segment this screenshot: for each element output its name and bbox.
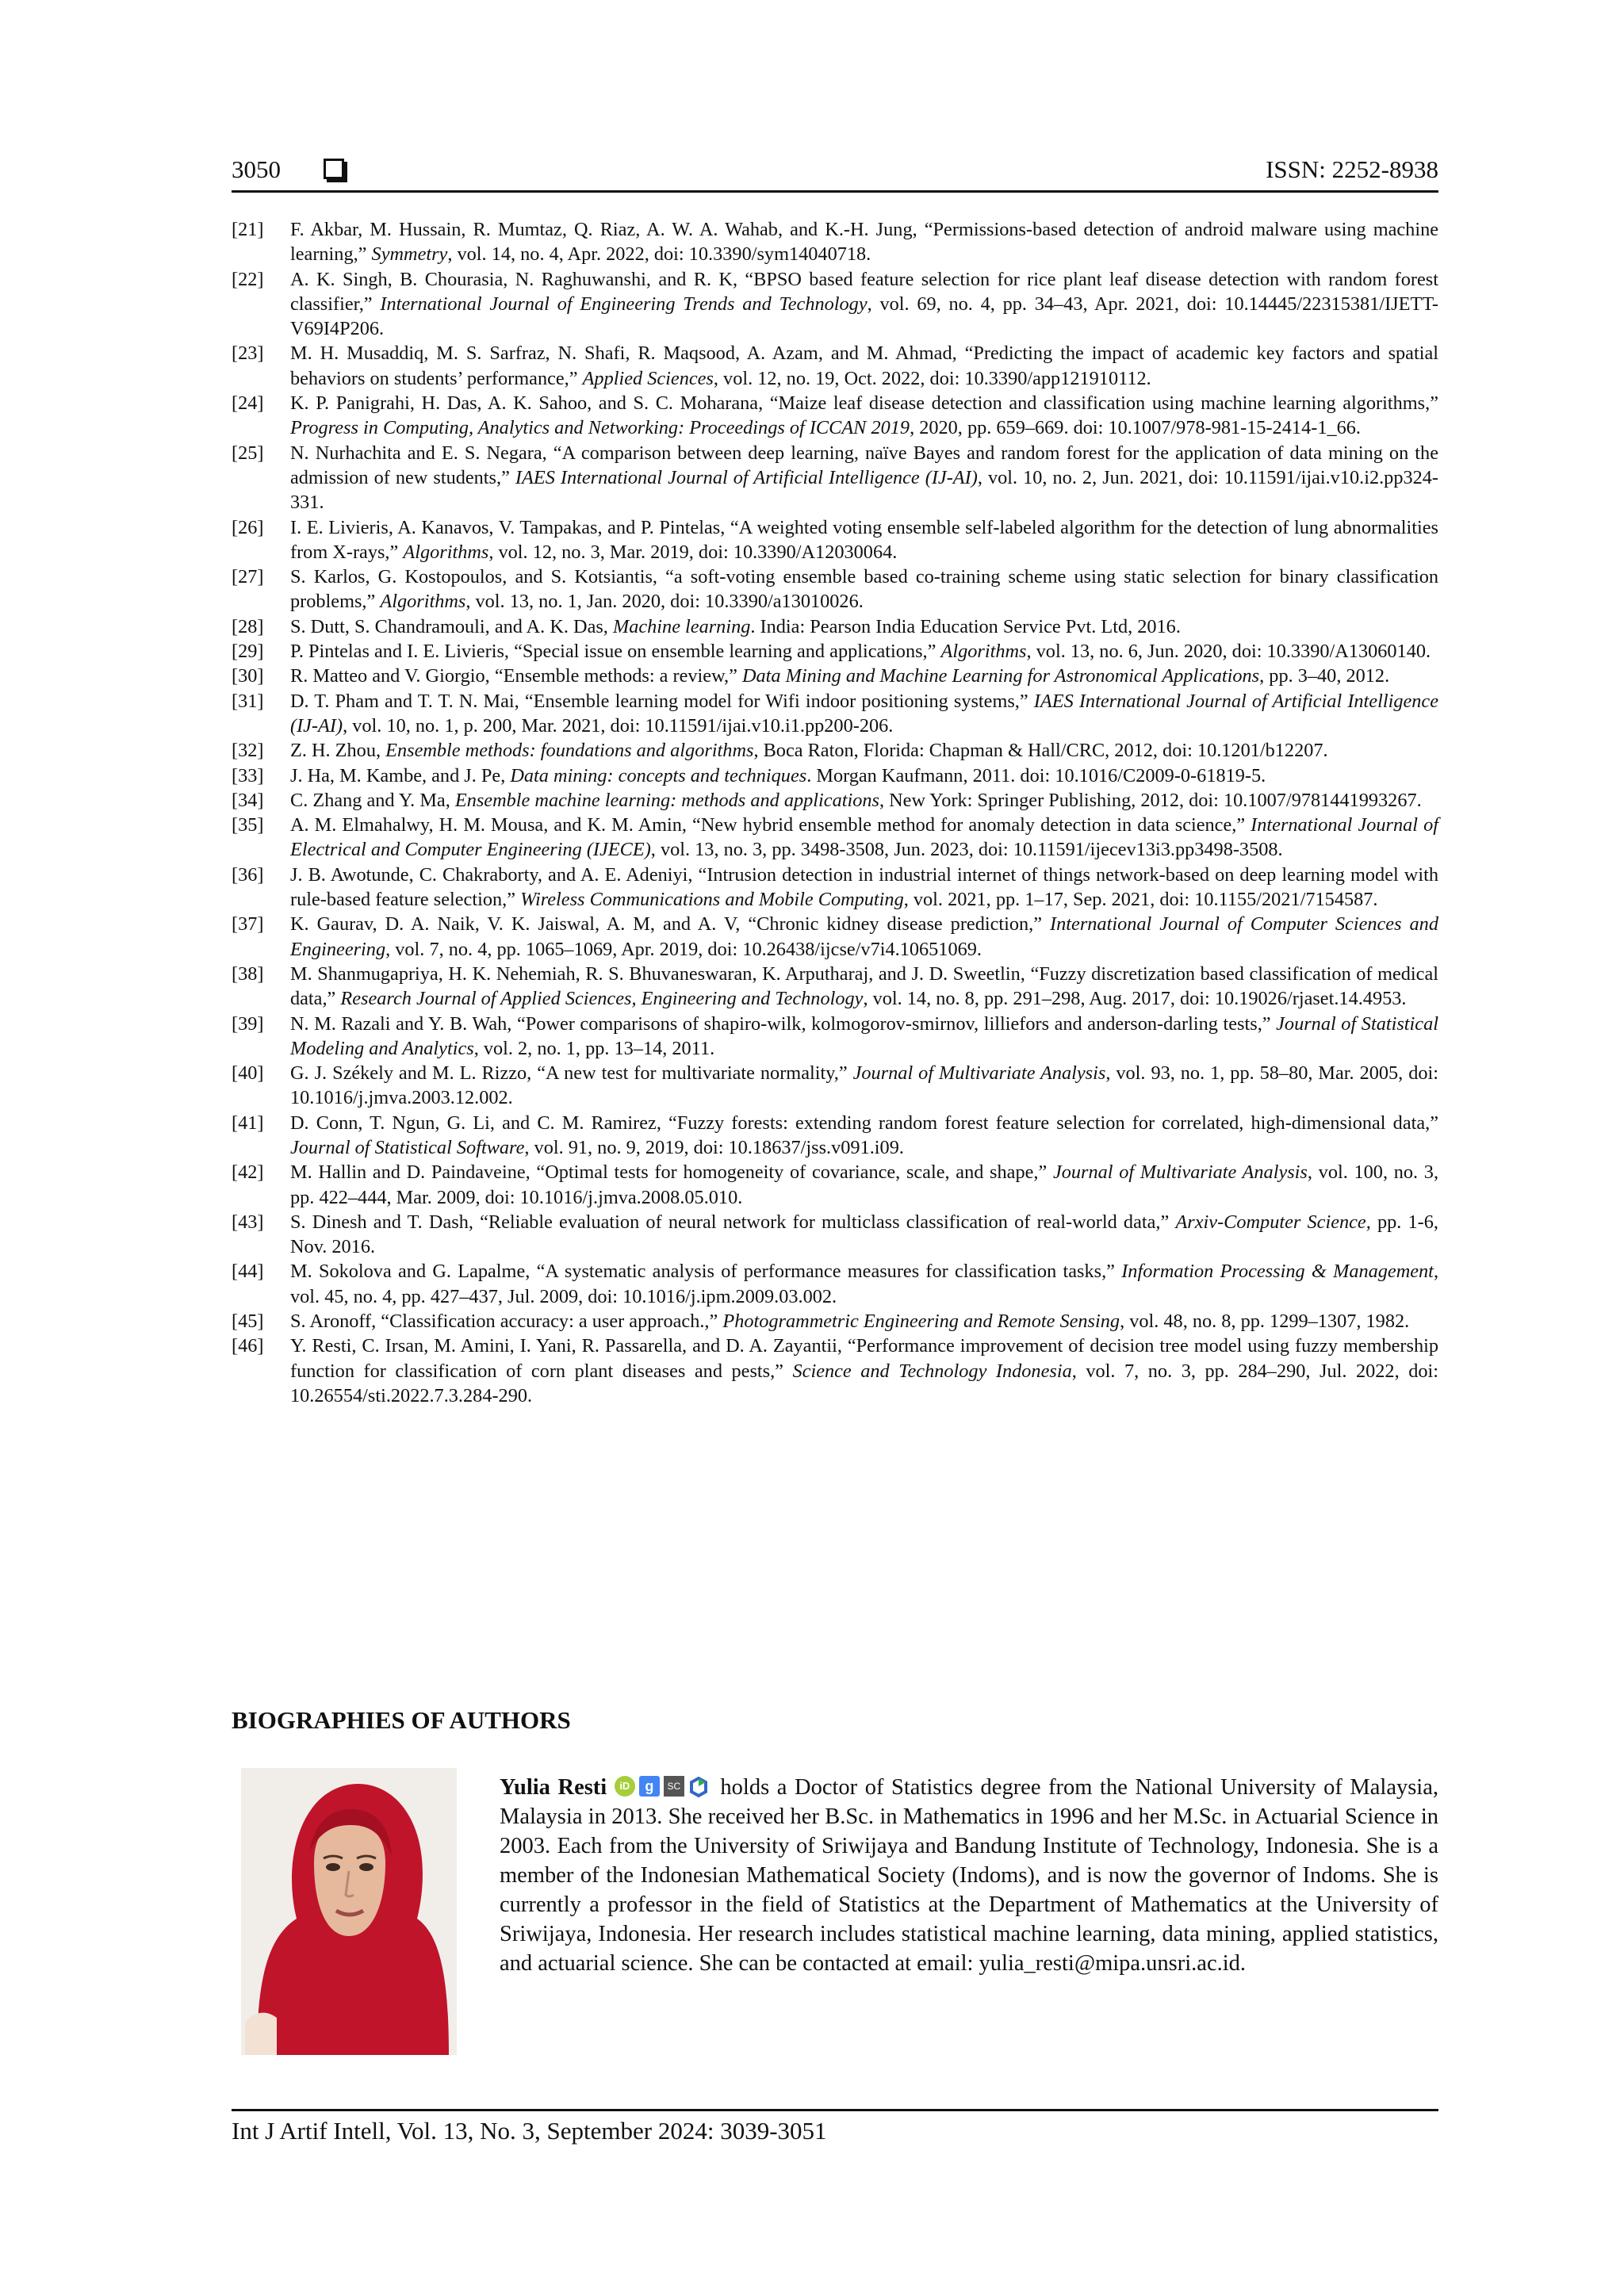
reference-item — [232, 664, 1438, 688]
reference-venue: Applied Sciences — [582, 367, 714, 389]
reference-segment: , vol. 10, no. 1, p. 200, Mar. 2021, doi: 10.11591/ijai.v10.i1.pp200-206. — [343, 714, 894, 737]
reference-segment: I. E. Livieris, A. Kanavos, V. Tampakas, and P. Pintelas, “A weighted voting ensemble self-labeled algorithm for the detection of lung abnormalities from X-rays,” — [290, 516, 1438, 563]
reference-item — [232, 788, 1438, 813]
journal-footer: Int J Artif Intell, Vol. 13, No. 3, September 2024: 3039-3051 — [232, 2117, 827, 2145]
reference-venue: Journal of Statistical Modeling and Analytics — [290, 1012, 1438, 1059]
reference-number: [28] — [232, 615, 264, 637]
reference-venue: Algorithms — [403, 541, 489, 563]
reference-number: [43] — [232, 1211, 264, 1233]
reference-number: [26] — [232, 516, 264, 538]
reference-venue: Journal of Multivariate Analysis — [1052, 1161, 1308, 1184]
reference-item — [232, 441, 1438, 515]
reference-segment: S. Dinesh and T. Dash, “Reliable evaluation of neural network for multiclass classification of real-world data,” — [290, 1211, 1176, 1233]
reference-text — [290, 1160, 1438, 1210]
reference-text — [290, 441, 1438, 515]
reference-number: [31] — [232, 690, 264, 712]
reference-segment: . India: Pearson India Education Service Pvt. Ltd, 2016. — [750, 615, 1181, 637]
reference-text — [290, 664, 1438, 688]
reference-segment: N. M. Razali and Y. B. Wah, “Power comparisons of shapiro-wilk, kolmogorov-smirnov, lilliefors and anderson-darling tests,” — [290, 1012, 1277, 1035]
reference-text — [290, 863, 1438, 913]
reference-item — [232, 267, 1438, 342]
square-bullet-icon — [324, 159, 344, 179]
reference-segment: M. H. Musaddiq, M. S. Sarfraz, N. Shafi, R. Maqsood, A. Azam, and M. Ahmad, “Predicting the impact of academic key factors and spatial behaviors on students’ performance,” — [290, 342, 1438, 389]
reference-segment: , pp. 3–40, 2012. — [1259, 665, 1390, 687]
reference-text — [290, 1334, 1438, 1408]
reference-text — [290, 515, 1438, 565]
reference-item — [232, 1012, 1438, 1062]
reference-number: [34] — [232, 789, 264, 811]
reference-venue: Symmetry — [371, 243, 448, 266]
reference-segment: , vol. 14, no. 8, pp. 291–298, Aug. 2017, doi: 10.19026/rjaset.14.4953. — [863, 988, 1407, 1010]
reference-segment: , vol. 10, no. 2, Jun. 2021, doi: 10.11591/ijai.v10.i2.pp324-331. — [290, 466, 1439, 514]
reference-venue: Photogrammetric Engineering and Remote Sensing — [722, 1311, 1120, 1333]
reference-segment: S. Dutt, S. Chandramouli, and A. K. Das, — [290, 615, 613, 637]
reference-segment: A. K. Singh, B. Chourasia, N. Raghuwanshi, and R. K, “BPSO based feature selection for rice plant leaf disease detection with random forest classifier,” — [290, 268, 1438, 315]
publons-icon[interactable] — [688, 1776, 709, 1797]
reference-number: [41] — [232, 1112, 264, 1134]
reference-segment: M. Shanmugapriya, H. K. Nehemiah, R. S. Bhuvaneswaran, K. Arputharaj, and J. D. Sweetlin, “Fuzzy discretization based classification of medical data,” — [290, 962, 1438, 1010]
reference-number: [29] — [232, 641, 264, 663]
reference-segment: S. Aronoff, “Classification accuracy: a user approach.,” — [290, 1311, 723, 1333]
reference-segment: , 2020, pp. 659–669. doi: 10.1007/978-981-15-2414-1_66. — [910, 417, 1361, 439]
reference-venue: International Journal of Electrical and Computer Engineering (IJECE) — [290, 814, 1439, 861]
reference-venue: Journal of Statistical Software — [290, 1136, 525, 1158]
reference-item — [232, 1210, 1438, 1260]
reference-number: [40] — [232, 1062, 264, 1085]
reference-item — [232, 1334, 1438, 1408]
reference-number: [35] — [232, 814, 264, 836]
reference-item — [232, 763, 1438, 788]
scopus-icon[interactable]: SC — [664, 1776, 684, 1797]
reference-segment: , vol. 2, no. 1, pp. 13–14, 2011. — [473, 1037, 715, 1059]
reference-venue: Ensemble machine learning: methods and applications — [454, 789, 879, 811]
reference-venue: Progress in Computing, Analytics and Networking: Proceedings of ICCAN 2019 — [290, 417, 910, 439]
reference-text — [290, 1012, 1438, 1062]
reference-segment: S. Karlos, G. Kostopoulos, and S. Kotsiantis, “a soft-voting ensemble based co-training scheme using static selection for binary classification problems,” — [290, 566, 1438, 613]
reference-item — [232, 689, 1438, 739]
google-scholar-icon[interactable]: g — [639, 1776, 660, 1797]
reference-item — [232, 912, 1438, 962]
issn-label: ISSN: 2252-8938 — [1266, 155, 1438, 183]
reference-segment: Y. Resti, C. Irsan, M. Amini, I. Yani, R. Passarella, and D. A. Zayantii, “Performance improvement of decision tree model using fuzzy membership function for classification of corn plant diseases and pests,” — [290, 1335, 1438, 1382]
reference-venue: Ensemble methods: foundations and algorithms — [385, 740, 754, 762]
reference-text — [290, 738, 1438, 763]
reference-segment: P. Pintelas and I. E. Livieris, “Special issue on ensemble learning and applications,” — [290, 641, 941, 663]
reference-number: [44] — [232, 1261, 264, 1283]
reference-segment: , vol. 100, no. 3, pp. 422–444, Mar. 2009, doi: 10.1016/j.jmva.2008.05.010. — [290, 1161, 1439, 1208]
reference-venue: Algorithms — [380, 591, 466, 613]
reference-item — [232, 863, 1438, 913]
reference-text — [290, 962, 1438, 1012]
reference-text — [290, 689, 1438, 739]
reference-segment: , vol. 13, no. 3, pp. 3498-3508, Jun. 2023, doi: 10.11591/ijecev13i3.pp3498-3508. — [650, 839, 1283, 861]
reference-venue: Science and Technology Indonesia — [792, 1360, 1072, 1382]
reference-segment: K. P. Panigrahi, H. Das, A. K. Sahoo, and S. C. Moharana, “Maize leaf disease detection and classification using machine learning algorithms,” — [290, 392, 1438, 415]
reference-item — [232, 515, 1438, 565]
reference-text — [290, 788, 1438, 813]
reference-item — [232, 1309, 1438, 1334]
reference-text — [290, 614, 1438, 639]
reference-text — [290, 267, 1438, 342]
reference-segment: K. Gaurav, D. A. Naik, V. K. Jaiswal, A. M, and A. V, “Chronic kidney disease prediction,” — [290, 913, 1051, 936]
reference-number: [22] — [232, 268, 264, 290]
reference-text — [290, 1111, 1438, 1161]
author-photo — [241, 1768, 457, 2055]
reference-segment: , vol. 69, no. 4, pp. 34–43, Apr. 2021, doi: 10.14445/22315381/IJETT-V69I4P206. — [290, 293, 1439, 340]
reference-text — [290, 763, 1438, 788]
reference-segment: , vol. 12, no. 3, Mar. 2019, doi: 10.3390/A12030064. — [488, 541, 898, 563]
reference-number: [39] — [232, 1012, 264, 1035]
reference-segment: , New York: Springer Publishing, 2012, doi: 10.1007/9781441993267. — [879, 789, 1422, 811]
reference-item — [232, 639, 1438, 664]
reference-item — [232, 1259, 1438, 1309]
author-biography — [500, 1773, 1438, 1978]
reference-segment: D. T. Pham and T. T. N. Mai, “Ensemble learning model for Wifi indoor positioning systems,” — [290, 690, 1034, 712]
reference-item — [232, 813, 1438, 863]
reference-text — [290, 912, 1438, 962]
reference-segment: , vol. 13, no. 1, Jan. 2020, doi: 10.3390/a13010026. — [465, 591, 864, 613]
reference-segment: C. Zhang and Y. Ma, — [290, 789, 455, 811]
reference-segment: , vol. 14, no. 4, Apr. 2022, doi: 10.3390/sym14040718. — [447, 243, 871, 266]
reference-segment: J. Ha, M. Kambe, and J. Pe, — [290, 764, 511, 786]
reference-item — [232, 1061, 1438, 1111]
reference-segment: F. Akbar, M. Hussain, R. Mumtaz, Q. Riaz, A. W. A. Wahab, and K.-H. Jung, “Permissions-based detection of android malware using machine learning,” — [290, 219, 1438, 266]
reference-text — [290, 217, 1438, 267]
reference-number: [33] — [232, 764, 264, 786]
reference-segment: M. Hallin and D. Paindaveine, “Optimal tests for homogeneity of covariance, scale, and shape,” — [290, 1161, 1053, 1184]
reference-venue: Algorithms — [940, 641, 1027, 663]
reference-text — [290, 1259, 1438, 1309]
reference-text — [290, 564, 1438, 614]
reference-segment: N. Nurhachita and E. S. Negara, “A comparison between deep learning, naïve Bayes and random forest for the application of data mining on the admission of new students,” — [290, 442, 1438, 488]
reference-number: [24] — [232, 392, 264, 415]
reference-segment: . Morgan Kaufmann, 2011. doi: 10.1016/C2009-0-61819-5. — [806, 764, 1266, 786]
reference-venue: Machine learning — [612, 615, 751, 637]
reference-segment: , vol. 48, no. 8, pp. 1299–1307, 1982. — [1120, 1311, 1410, 1333]
reference-text — [290, 1309, 1438, 1334]
reference-number: [38] — [232, 962, 264, 985]
header-rule — [232, 190, 1438, 193]
reference-item — [232, 1160, 1438, 1210]
reference-item — [232, 614, 1438, 639]
reference-number: [32] — [232, 740, 264, 762]
reference-venue: Research Journal of Applied Sciences, Engineering and Technology — [340, 988, 864, 1010]
reference-list — [232, 217, 1438, 1408]
reference-venue: Data Mining and Machine Learning for Astronomical Applications — [741, 665, 1260, 687]
reference-text — [290, 639, 1438, 664]
reference-item — [232, 391, 1438, 441]
reference-item — [232, 962, 1438, 1012]
reference-segment: M. Sokolova and G. Lapalme, “A systematic analysis of performance measures for classification tasks,” — [290, 1261, 1122, 1283]
reference-number: [42] — [232, 1161, 264, 1184]
reference-segment: , vol. 13, no. 6, Jun. 2020, doi: 10.3390/A13060140. — [1026, 641, 1431, 663]
reference-number: [46] — [232, 1335, 264, 1357]
reference-venue: Wireless Communications and Mobile Computing — [520, 889, 904, 911]
reference-segment: , vol. 45, no. 4, pp. 427–437, Jul. 2009, doi: 10.1016/j.ipm.2009.03.002. — [290, 1261, 1439, 1307]
reference-segment: , vol. 93, no. 1, pp. 58–80, Mar. 2005, doi: 10.1016/j.jmva.2003.12.002. — [290, 1062, 1438, 1109]
reference-segment: , vol. 7, no. 3, pp. 284–290, Jul. 2022, doi: 10.26554/sti.2022.7.3.284-290. — [290, 1360, 1438, 1406]
reference-text — [290, 1210, 1438, 1260]
reference-item — [232, 564, 1438, 614]
reference-venue: Information Processing & Management — [1121, 1261, 1434, 1283]
reference-venue: IAES International Journal of Artificial Intelligence (IJ-AI) — [515, 466, 978, 488]
biographies-heading: BIOGRAPHIES OF AUTHORS — [232, 1706, 571, 1734]
reference-text — [290, 391, 1438, 441]
reference-venue: Data mining: concepts and techniques — [510, 764, 807, 786]
page-header — [232, 155, 1438, 192]
page-number: 3050 — [232, 155, 281, 183]
reference-number: [36] — [232, 863, 264, 886]
reference-venue: Journal of Multivariate Analysis — [852, 1062, 1106, 1085]
reference-text — [290, 1061, 1438, 1111]
reference-item — [232, 738, 1438, 763]
reference-segment: A. M. Elmahalwy, H. M. Mousa, and K. M. Amin, “New hybrid ensemble method for anomaly detection in data science,” — [290, 814, 1251, 836]
reference-number: [23] — [232, 342, 264, 365]
reference-venue: IAES International Journal of Artificial Intelligence (IJ-AI) — [290, 690, 1438, 737]
reference-item — [232, 1111, 1438, 1161]
reference-segment: , Boca Raton, Florida: Chapman & Hall/CRC, 2012, doi: 10.1201/b12207. — [753, 740, 1328, 762]
reference-venue: International Journal of Computer Sciences and Engineering — [290, 913, 1438, 960]
reference-segment: D. Conn, T. Ngun, G. Li, and C. M. Ramirez, “Fuzzy forests: extending random forest feature selection for correlated, high-dimensional data,” — [290, 1112, 1438, 1134]
orcid-icon[interactable]: iD — [615, 1776, 635, 1797]
reference-number: [37] — [232, 913, 264, 936]
reference-segment: J. B. Awotunde, C. Chakraborty, and A. E. Adeniyi, “Intrusion detection in industrial internet of things network-based on deep learning model with rule-based feature selection,” — [290, 863, 1438, 911]
reference-segment: Z. H. Zhou, — [290, 740, 386, 762]
reference-segment: R. Matteo and V. Giorgio, “Ensemble methods: a review,” — [290, 665, 742, 687]
reference-item — [232, 341, 1438, 391]
reference-number: [21] — [232, 219, 264, 240]
reference-segment: , vol. 12, no. 19, Oct. 2022, doi: 10.3390/app121910112. — [713, 367, 1151, 389]
biography-text: holds a Doctor of Statistics degree from the National University of Malaysia, Malaysia in 2013. She received her B.Sc. in Mathematics in 1996 and her M.Sc. in Actuarial Science in 2003. Each from the University of Sriwijaya and Bandung Institute of Technology, Indonesia. She is a member of the Indonesian Mathematical Society (Indoms), and is now the governor of Indoms. She is currently a professor in the field of Statistics at the Department of Mathematics at the University of Sriwijaya, Indonesia. Her research includes statistical machine learning, data mining, applied statistics, and actuarial science. She can be contacted at email: yulia_resti@mipa.unsri.ac.id. — [500, 1775, 1438, 1976]
reference-number: [25] — [232, 442, 264, 464]
footer-rule — [232, 2109, 1438, 2111]
reference-number: [45] — [232, 1311, 264, 1333]
reference-number: [27] — [232, 566, 264, 588]
reference-segment: pp. 1-6, Nov. 2016. — [290, 1211, 1439, 1258]
reference-item — [232, 217, 1438, 267]
reference-segment: , vol. 2021, pp. 1–17, Sep. 2021, doi: 10.1155/2021/7154587. — [903, 889, 1378, 911]
reference-segment: G. J. Székely and M. L. Rizzo, “A new test for multivariate normality,” — [290, 1062, 853, 1085]
reference-venue: International Journal of Engineering Trends and Technology — [380, 293, 868, 315]
reference-segment: , vol. 7, no. 4, pp. 1065–1069, Apr. 2019, doi: 10.26438/ijcse/v7i4.10651069. — [385, 938, 982, 960]
reference-text — [290, 813, 1438, 863]
reference-segment: , vol. 91, no. 9, 2019, doi: 10.18637/jss.v091.i09. — [524, 1136, 904, 1158]
reference-venue: Arxiv-Computer Science, — [1175, 1211, 1371, 1233]
author-name: Yulia Resti — [500, 1775, 607, 1800]
reference-number: [30] — [232, 665, 264, 687]
reference-text — [290, 341, 1438, 391]
